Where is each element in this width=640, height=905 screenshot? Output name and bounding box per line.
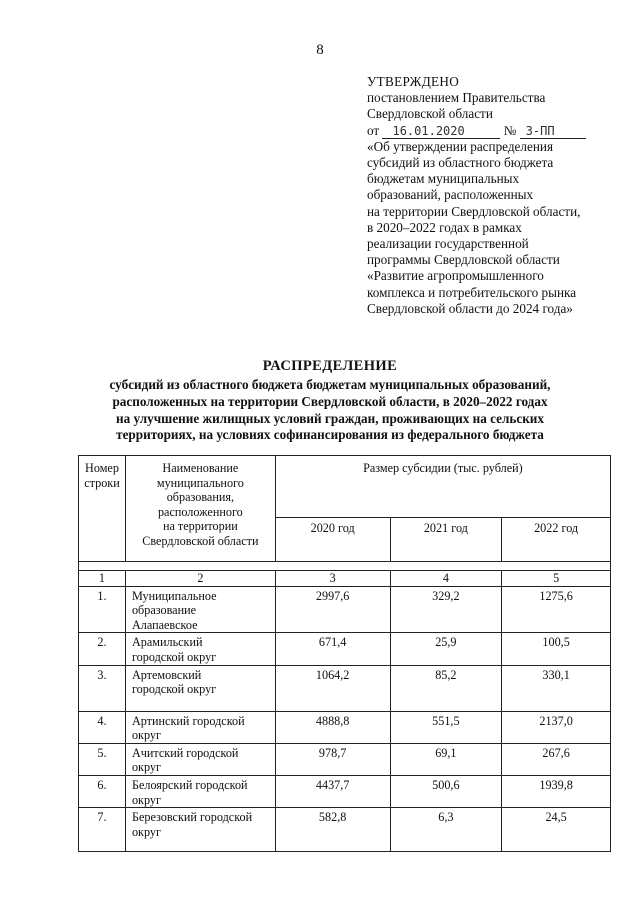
table-index-row: 1 2 3 4 5 <box>79 571 611 587</box>
header-subsidy-size: Размер субсидии (тыс. рублей) <box>275 456 610 518</box>
table-header-row <box>79 456 611 518</box>
header-year-2022: 2022 год <box>502 518 611 562</box>
approval-quote-1: субсидий из областного бюджета <box>367 155 554 171</box>
title-main: РАСПРЕДЕЛЕНИЕ <box>262 358 398 374</box>
approval-line-2: Свердловской области <box>367 106 493 122</box>
approval-quote-9: комплекса и потребительского рынка <box>367 284 577 300</box>
approval-quote-5: в 2020–2022 годах в рамках <box>367 219 522 235</box>
table-row: 1. Муниципальное образование Алапаевское 2997,6 329,2 1275,6 <box>79 586 611 633</box>
approval-date: 16.01.2020 <box>382 125 500 139</box>
approval-quote-7: программы Свердловской области <box>367 252 560 268</box>
approval-quote-6: реализации государственной <box>367 236 529 252</box>
header-year-2021: 2021 год <box>390 518 502 562</box>
table-separator <box>79 562 611 571</box>
approval-number: 3-ПП <box>520 125 586 139</box>
table-row: 6. Белоярский городской округ 4437,7 500,6 1939,8 <box>79 775 611 807</box>
approval-word: УТВЕРЖДЕНО <box>367 74 460 89</box>
header-year-2020: 2020 год <box>275 518 390 562</box>
approval-block <box>367 74 617 317</box>
table-row: 4. Артинский городской округ 4888,8 551,5 2137,0 <box>79 711 611 743</box>
title-sub-2: на улучшение жилищных условий граждан, проживающих на сельских <box>116 410 544 426</box>
table-row: 5. Ачитский городской округ 978,7 69,1 267,6 <box>79 743 611 775</box>
approval-line-1: постановлением Правительства <box>367 90 546 106</box>
table-row: 7. Березовский городской округ 582,8 6,3 24,5 <box>79 808 611 852</box>
approval-date-line <box>367 123 617 139</box>
approval-quote-3: образований, расположенных <box>367 187 534 203</box>
approval-quote-4: на территории Свердловской области, <box>367 203 581 219</box>
approval-quote-10: Свердловской области до 2024 года» <box>367 300 573 316</box>
number-prefix: № <box>503 122 517 138</box>
approval-quote-0: «Об утверждении распределения <box>367 138 554 154</box>
header-row-number: Номер строки <box>79 456 126 562</box>
date-prefix: от <box>367 122 380 138</box>
title-sub-3: территориях, на условиях софинансирования из федерального бюджета <box>116 427 544 443</box>
table-row: 3. Артемовский городской округ 1064,2 85,2 330,1 <box>79 665 611 711</box>
subsidy-table <box>78 455 611 852</box>
table-row: 2. Арамильский городской округ 671,4 25,9 100,5 <box>79 633 611 665</box>
document-title <box>60 358 600 444</box>
title-sub-1: расположенных на территории Свердловской области, в 2020–2022 годах <box>112 393 548 409</box>
header-municipality: Наименование муниципального образования, расположенного на территории Свердловской области <box>125 456 275 562</box>
approval-quote-8: «Развитие агропромышленного <box>367 268 544 284</box>
title-sub-0: субсидий из областного бюджета бюджетам муниципальных образований, <box>109 377 551 392</box>
approval-quote-2: бюджетам муниципальных <box>367 171 520 187</box>
page-number: 8 <box>316 42 324 58</box>
